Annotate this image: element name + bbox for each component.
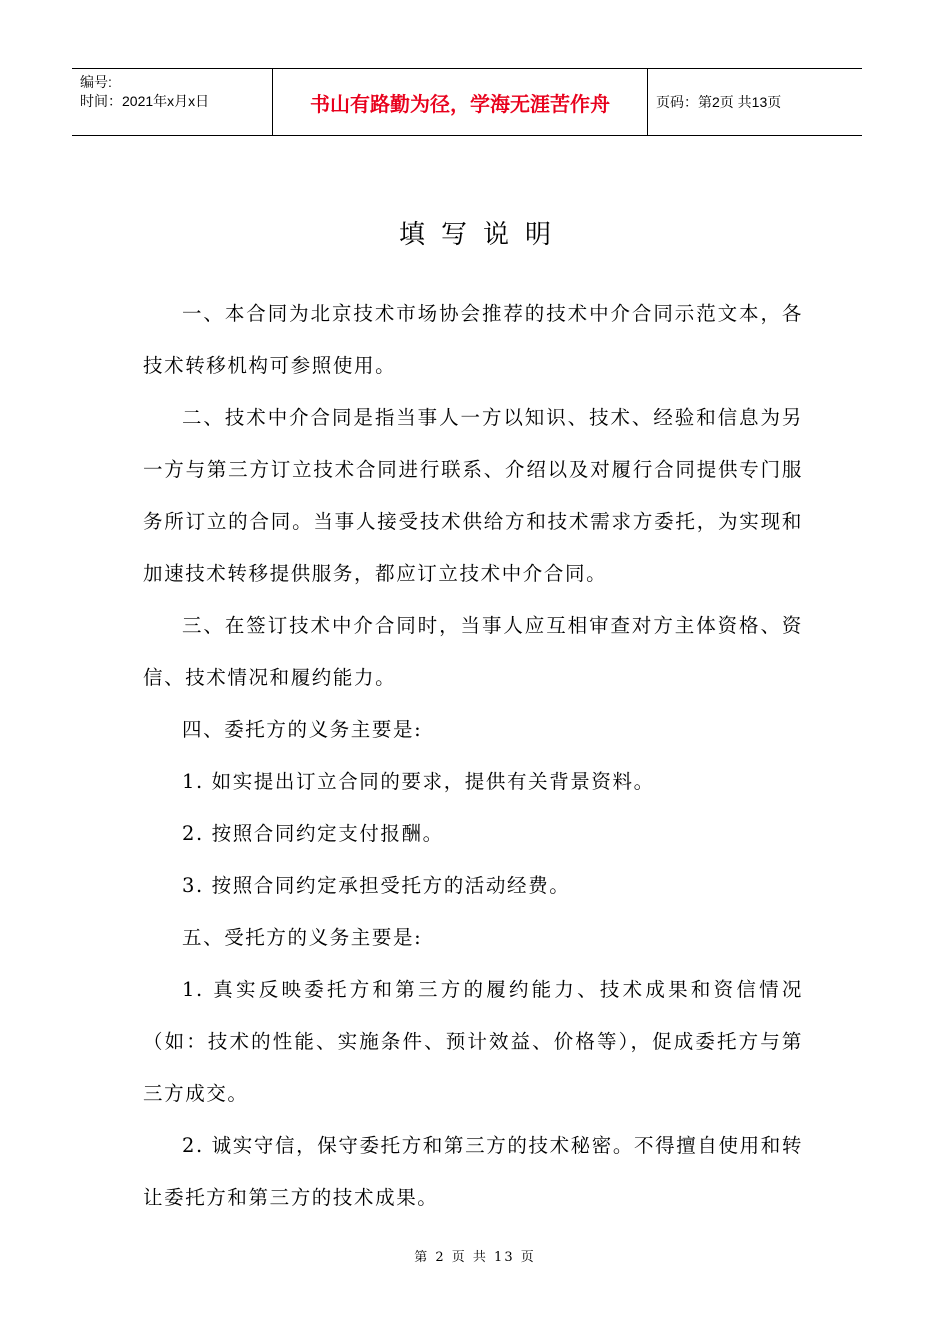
paragraph: 1. 如实提出订立合同的要求，提供有关背景资料。 — [182, 770, 655, 793]
header-page-info: 页码：第2页 共13页 — [656, 94, 782, 110]
paragraph: 四、委托方的义务主要是: — [182, 718, 423, 741]
paragraph: 三、在签订技术中介合同时，当事人应互相审查对方主体资格、资信、技术情况和履约能力。 — [143, 614, 803, 689]
paragraph: 一、本合同为北京技术市场协会推荐的技术中介合同示范文本，各技术转移机构可参照使用。 — [143, 302, 803, 377]
paragraph: 2. 诚实守信，保守委托方和第三方的技术秘密。不得擅自使用和转让委托方和第三方的技术成果。 — [143, 1134, 803, 1209]
document-body — [143, 288, 803, 1224]
paragraph: 1. 真实反映委托方和第三方的履约能力、技术成果和资信情况（如：技术的性能、实施条件、预计效益、价格等），促成委托方与第三方成交。 — [143, 978, 803, 1105]
header-motto: 书山有路勤为径，学海无涯苦作舟 — [273, 69, 648, 135]
paragraph: 3. 按照合同约定承担受托方的活动经费。 — [182, 874, 571, 897]
document-title: 填写说明 — [398, 220, 567, 250]
paragraph: 二、技术中介合同是指当事人一方以知识、技术、经验和信息为另一方与第三方订立技术合同进行联系、介绍以及对履行合同提供专门服务所订立的合同。当事人接受技术供给方和技术需求方委托，为实现和加速技术转移提供服务，都应订立技术中介合同。 — [143, 406, 803, 585]
number-label: 编号: — [80, 74, 112, 90]
page-footer: 第 2 页 共 13 页 — [414, 1250, 536, 1265]
page-header — [72, 68, 862, 136]
time-label: 时间：2021年x月x日 — [80, 93, 210, 109]
paragraph: 2. 按照合同约定支付报酬。 — [182, 822, 444, 845]
header-meta — [72, 69, 273, 135]
paragraph: 五、受托方的义务主要是: — [182, 926, 423, 949]
